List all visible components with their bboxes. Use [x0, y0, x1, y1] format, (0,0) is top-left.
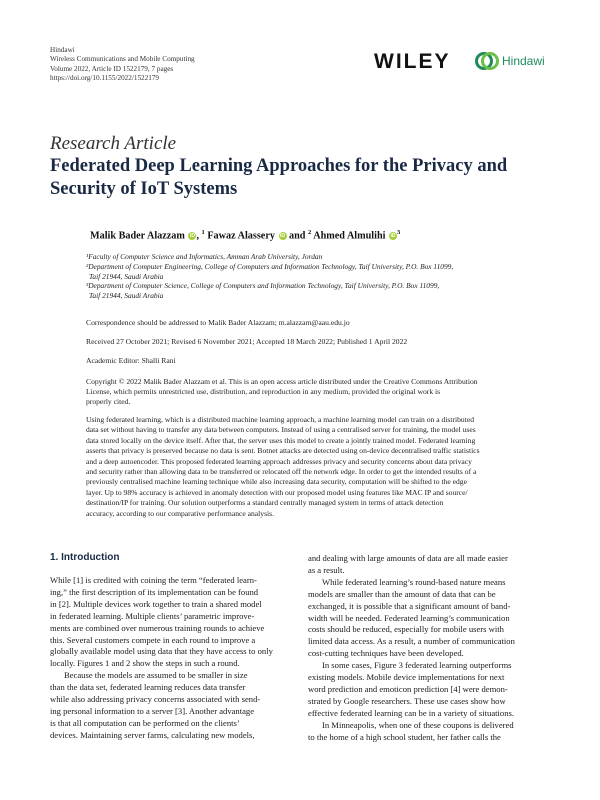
affiliation-line: ²Department of Computer Engineering, College of Computers and Information Technology, Taif University, P.O. Box 11099,: [86, 261, 454, 271]
text-line: models are smaller than the amount of data that can be: [308, 588, 496, 599]
affiliations: [86, 252, 453, 301]
text-line: While [1] is credited with coining the term “federated learn-: [50, 575, 257, 585]
orcid-icon[interactable]: iD: [280, 233, 285, 240]
text-line: In some cases, Figure 3 federated learning outperforms: [322, 660, 512, 671]
text-line: devices. Maintaining server farms, calculating new models,: [50, 729, 255, 740]
text-line: existing models. Mobile device implementations for next: [308, 672, 505, 683]
author-separator: ,: [196, 230, 202, 242]
text-line: accuracy, according to our comparative performance analysis.: [86, 508, 274, 518]
text-line: than the data set, federated learning reduces data transfer: [50, 682, 246, 693]
hindawi-logo-icon: [474, 48, 500, 74]
copyright-line: properly cited.: [86, 396, 131, 406]
section-heading: 1. Introduction: [50, 552, 120, 563]
affiliation-line: Taif 21944, Saudi Arabia: [89, 271, 164, 281]
doi-link[interactable]: https://doi.org/10.1155/2022/1522179: [50, 74, 160, 83]
text-line: previously centralised machine learning technique while also increasing data security, computation will be shifted to the edge: [86, 477, 467, 487]
publisher-name: Hindawi: [50, 46, 75, 54]
text-line: ments are combined over numerous training rounds to achieve: [50, 622, 265, 633]
copyright-notice: [86, 377, 549, 407]
text-line: locally. Figures 1 and 2 show the steps in such a round.: [50, 658, 240, 669]
text-line: limited data access. As a result, a number of communication: [308, 636, 515, 647]
body-column-left: [50, 575, 296, 742]
author-name[interactable]: Malik Bader Alazzam: [90, 230, 185, 242]
text-line: data set without having to transfer any data between computers. Instead of using a centralised server for training, the model uses: [86, 425, 476, 435]
article-dates: Received 27 October 2021; Revised 6 November 2021; Accepted 18 March 2022; Published 1 April 2022: [86, 337, 408, 346]
wiley-logo: WILEY: [374, 50, 451, 73]
text-line: While federated learning’s round-based nature means: [322, 576, 506, 587]
text-line: and a deep autoencoder. This proposed federated learning approach addresses privacy and security concerns about data privacy: [86, 456, 472, 466]
text-line: this. Several customers compete in each round to improve a: [50, 634, 256, 645]
text-line: to the home of a high school student, her father calls the: [308, 731, 501, 742]
text-line: in [2]. Multiple devices work together to train a shared model: [50, 598, 262, 609]
author-separator: and: [286, 230, 309, 242]
text-line: layer. Up to 98% accuracy is achieved in anomaly detection with our proposed model using features like MAC IP and source/: [86, 487, 468, 497]
text-line: as a result.: [308, 564, 345, 575]
text-line: Using federated learning, which is a distributed machine learning approach, a machine learning model can train on a distributed: [86, 415, 474, 424]
title-line: Federated Deep Learning Approaches for the Privacy and: [50, 156, 508, 176]
text-line: and security rather than allowing data to be transferred or relocated off the network edge. In order to get the intended results of a: [86, 467, 477, 477]
text-line: is that all computation can be performed on the clients’: [50, 717, 240, 728]
author-name[interactable]: Fawaz Alassery: [207, 230, 275, 242]
author-name[interactable]: Ahmed Almulihi: [313, 230, 386, 242]
text-line: ing,” the first description of its implementation can be found: [50, 586, 259, 597]
affiliation-marker: 3: [397, 229, 401, 236]
text-line: while also addressing privacy concerns associated with send-: [50, 694, 261, 705]
volume-info: Volume 2022, Article ID 1522179, 7 pages: [50, 64, 174, 73]
text-line: destination/IP for training. Our solution outperforms a standard centrally managed system in terms of attack detection: [86, 498, 444, 508]
correspondence: Correspondence should be addressed to Malik Bader Alazzam; m.alazzam@aau.edu.jo: [86, 318, 350, 327]
title-line: Security of IoT Systems: [50, 179, 238, 199]
text-line: ing personal information to a server [3]. Another advantage: [50, 705, 255, 716]
hindawi-logo-text: Hindawi: [502, 54, 545, 68]
copyright-line: License, which permits unrestricted use, distribution, and reproduction in any medium, provided the original work is: [86, 386, 441, 396]
paper-title: [50, 155, 530, 201]
text-line: asserts that privacy is preserved because no data is sent. Botnet attacks are detected using on-device decentralised traffic statistics: [86, 446, 480, 456]
text-line: costs should be reduced, especially for mobile users with: [308, 624, 504, 635]
text-line: exchanged, it is possible that a significant amount of band-: [308, 600, 511, 611]
body-column-right: [308, 553, 551, 744]
journal-name: Wireless Communications and Mobile Computing: [50, 55, 195, 64]
text-line: cost-cutting techniques have been developed.: [308, 648, 464, 659]
text-line: effective federated learning can be in a variety of situations.: [308, 707, 514, 718]
text-line: strated by Google researchers. These use cases show how: [308, 695, 506, 706]
abstract: [86, 415, 549, 519]
affiliation-line: ³Department of Computer Science, College of Computers and Information Technology, Taif University, P.O. Box 11099,: [86, 281, 440, 291]
affiliation-marker: 2: [308, 229, 312, 236]
text-line: Because the models are assumed to be smaller in size: [64, 670, 248, 681]
author-list: [90, 229, 400, 241]
text-line: in federated learning. Multiple clients’ parametric improve-: [50, 610, 255, 621]
article-type: Research Article: [50, 133, 177, 154]
orcid-icon[interactable]: iD: [390, 233, 396, 240]
orcid-icon[interactable]: iD: [189, 233, 195, 240]
affiliation-line: ¹Faculty of Computer Science and Informatics, Amman Arab University, Jordan: [86, 252, 323, 261]
academic-editor: Academic Editor: Shalli Rani: [86, 356, 176, 365]
text-line: In Minneapolis, when one of these coupons is delivered: [322, 719, 514, 730]
text-line: and dealing with large amounts of data are all made easier: [308, 553, 508, 563]
journal-header: [50, 46, 195, 84]
text-line: data stored locally on the device itself. After that, the server uses this model to create a jointly trained model. Federated learning: [86, 435, 476, 445]
affiliation-line: Taif 21944, Saudi Arabia: [89, 291, 164, 301]
text-line: globally available model using data that they have access to only: [50, 646, 273, 657]
text-line: width will be needed. Federated learning’s communication: [308, 612, 510, 623]
copyright-line: Copyright © 2022 Malik Bader Alazzam et al. This is an open access article distributed under the Creative Commons Attribution: [86, 377, 478, 386]
affiliation-marker: 1: [201, 229, 205, 236]
text-line: word prediction and emoticon prediction [4] were demon-: [308, 683, 508, 694]
